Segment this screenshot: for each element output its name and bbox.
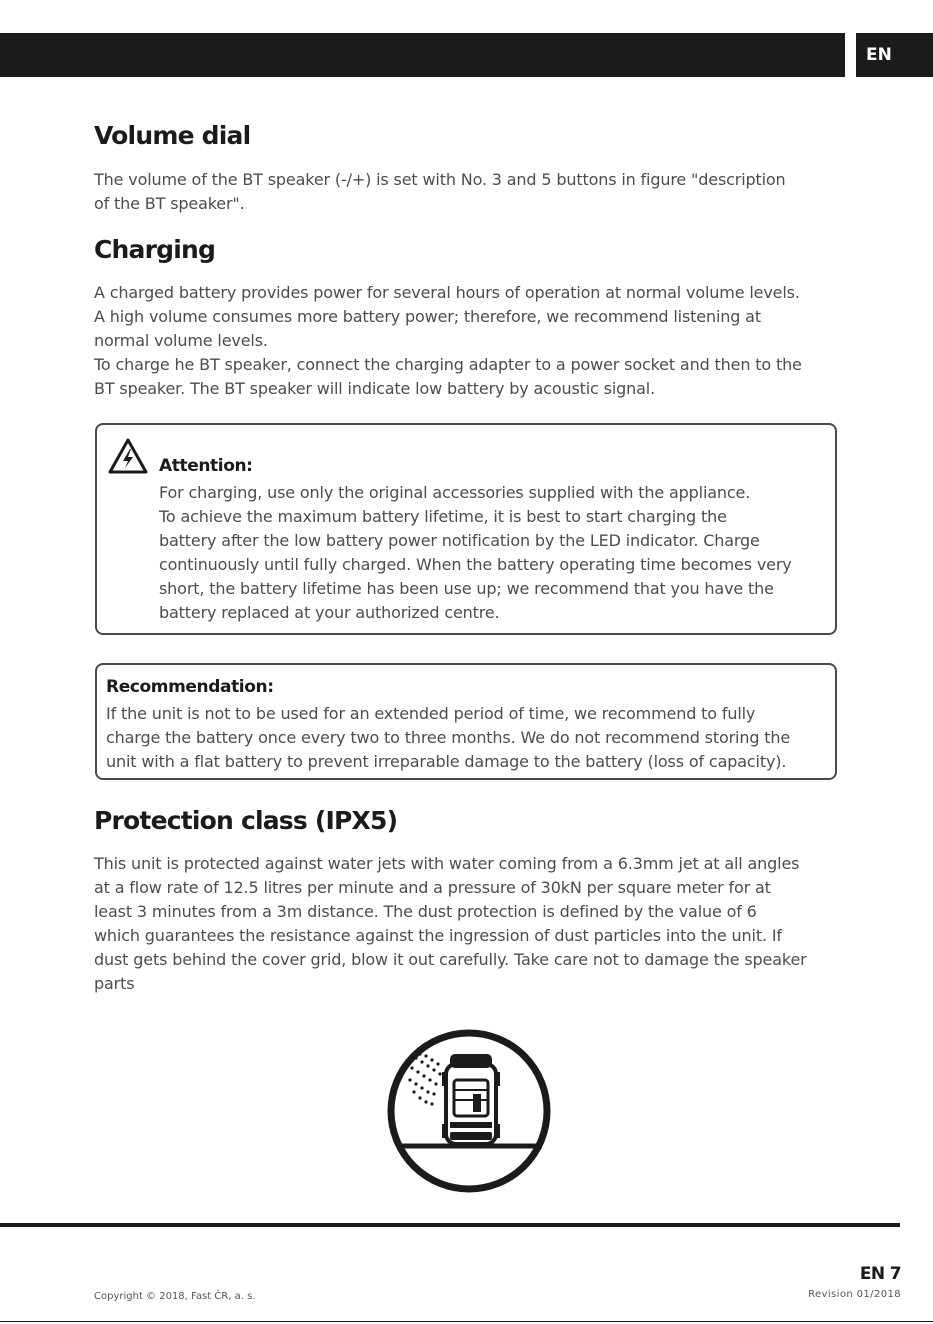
attention-line: battery replaced at your authorized centre. — [159, 603, 500, 622]
protection-line: This unit is protected against water jets with water coming from a 6.3mm jet at all angles — [94, 854, 800, 873]
water-spray-speaker-icon — [386, 1028, 552, 1194]
warning-lightning-icon — [107, 437, 149, 475]
footer-rule — [0, 1223, 900, 1227]
attention-box — [95, 423, 837, 635]
charging-line: normal volume levels. — [94, 331, 268, 350]
protection-line: least 3 minutes from a 3m distance. The dust protection is defined by the value of 6 — [94, 902, 757, 921]
attention-line: short, the battery lifetime has been use up; we recommend that you have the — [159, 579, 774, 598]
recommendation-box — [95, 663, 837, 780]
volume-text — [94, 168, 786, 216]
recommendation-line: unit with a flat battery to prevent irreparable damage to the battery (loss of capacity). — [106, 752, 787, 771]
protection-text — [94, 852, 807, 996]
recommendation-title: Recommendation: — [106, 677, 274, 697]
protection-line: which guarantees the resistance against the ingression of dust particles into the unit. If — [94, 926, 782, 945]
recommendation-line: charge the battery once every two to three months. We do not recommend storing the — [106, 728, 791, 747]
attention-line: continuously until fully charged. When the battery operating time becomes very — [159, 555, 792, 574]
attention-line: For charging, use only the original accessories supplied with the appliance. — [159, 483, 751, 502]
attention-line: To achieve the maximum battery lifetime, it is best to start charging the — [159, 507, 727, 526]
charging-line: A charged battery provides power for several hours of operation at normal volume levels. — [94, 283, 800, 302]
attention-text — [159, 481, 792, 625]
protection-line: dust gets behind the cover grid, blow it out carefully. Take care not to damage the speaker — [94, 950, 807, 969]
copyright-label: Copyright © 2018, Fast ČR, a. s. — [94, 1291, 256, 1302]
page-number: EN 7 — [859, 1264, 901, 1284]
volume-heading: Volume dial — [94, 121, 251, 150]
attention-title: Attention: — [159, 456, 253, 476]
revision-label: Revision 01/2018 — [808, 1289, 901, 1300]
recommendation-line: If the unit is not to be used for an extended period of time, we recommend to fully — [106, 704, 756, 723]
volume-line: of the BT speaker". — [94, 194, 245, 213]
page-bottom-line — [0, 1321, 933, 1322]
charging-line: BT speaker. The BT speaker will indicate low battery by acoustic signal. — [94, 379, 656, 398]
charging-heading: Charging — [94, 235, 216, 264]
volume-line: The volume of the BT speaker (-/+) is set with No. 3 and 5 buttons in figure "description — [94, 170, 786, 189]
charging-line: A high volume consumes more battery power; therefore, we recommend listening at — [94, 307, 761, 326]
protection-heading: Protection class (IPX5) — [94, 806, 398, 835]
language-tab: EN — [856, 33, 933, 77]
recommendation-text — [106, 702, 790, 774]
protection-line: at a flow rate of 12.5 litres per minute and a pressure of 30kN per square meter for at — [94, 878, 771, 897]
header-bar — [0, 33, 845, 77]
attention-line: battery after the low battery power notification by the LED indicator. Charge — [159, 531, 760, 550]
charging-line: To charge he BT speaker, connect the charging adapter to a power socket and then to the — [94, 355, 802, 374]
charging-text — [94, 281, 802, 401]
protection-line: parts — [94, 974, 135, 993]
